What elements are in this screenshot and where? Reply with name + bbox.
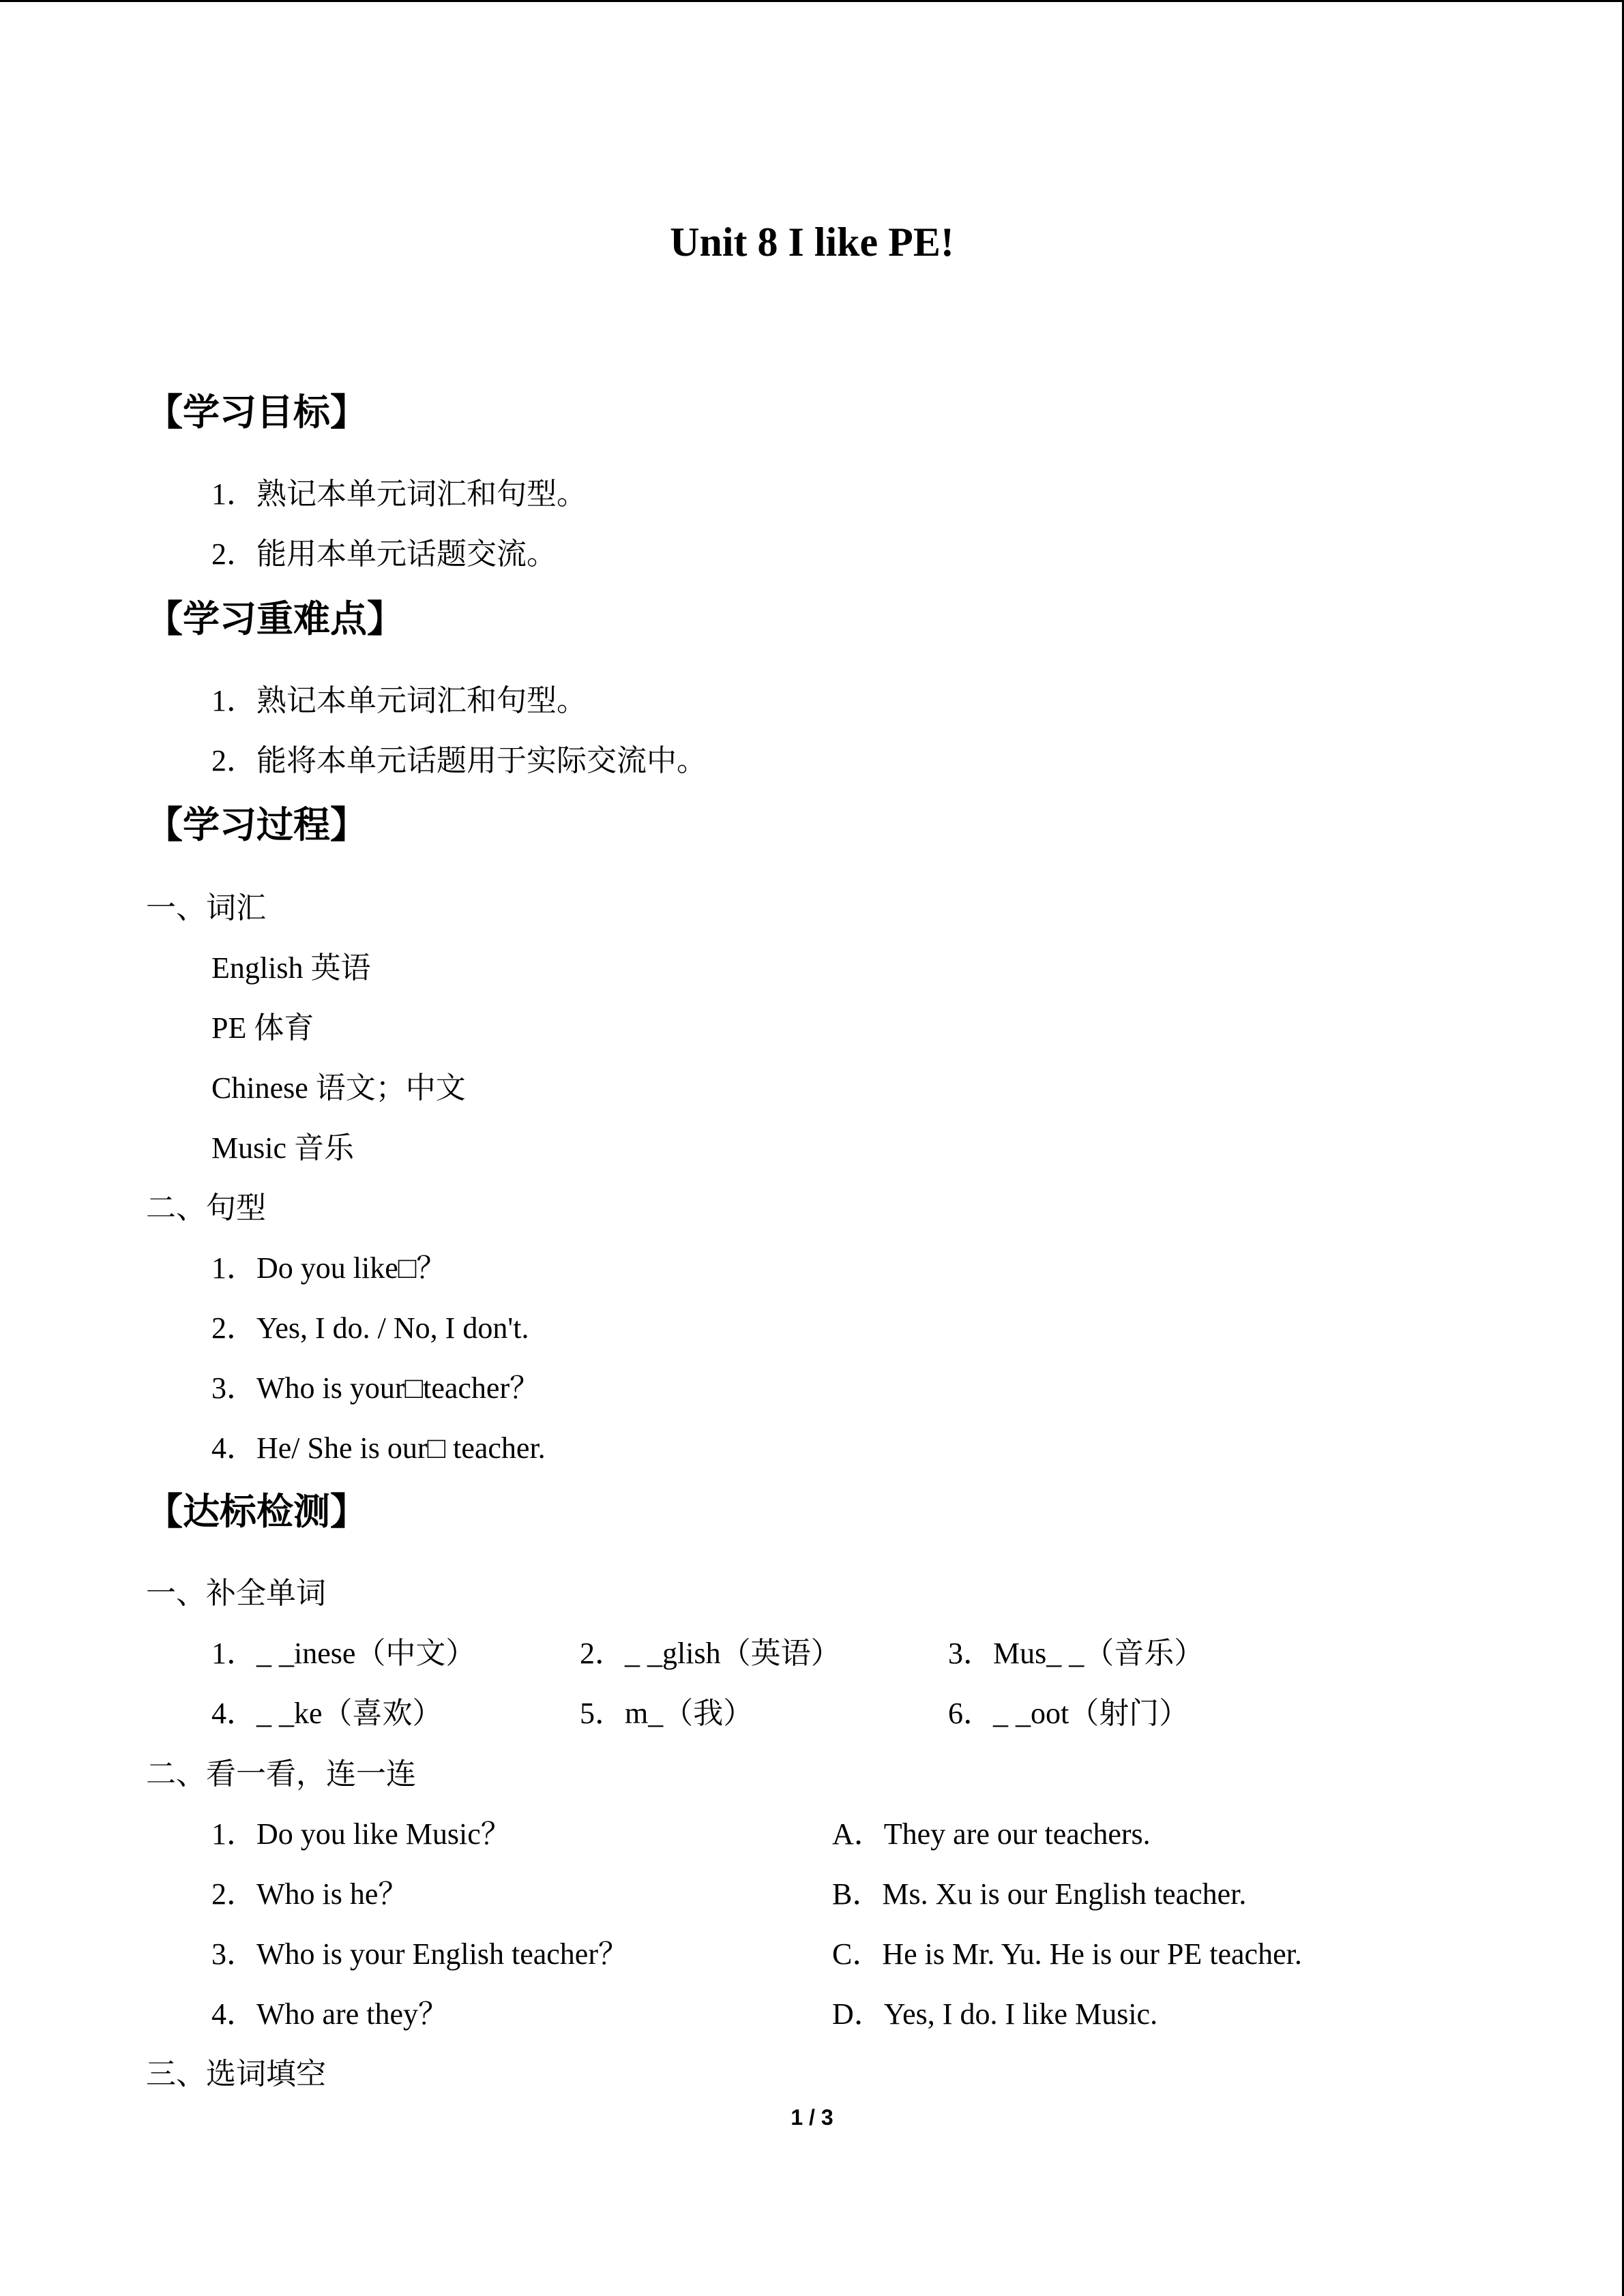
match-title: 二、看一看，连一连	[146, 1757, 416, 1791]
page-border-top	[0, 0, 1624, 2]
match-question: 3．Who is your English teacher？	[211, 1937, 628, 1971]
choose-title: 三、选词填空	[146, 2057, 326, 2091]
vocab-item: PE 体育	[211, 1011, 314, 1045]
heading-goals: 【学习目标】	[146, 391, 367, 434]
match-question: 4．Who are they？	[211, 1997, 448, 2031]
heading-test: 【达标检测】	[146, 1490, 367, 1533]
goal-item: 1．熟记本单元词汇和句型。	[211, 477, 587, 511]
fill-item: 2．_ _glish（英语）	[580, 1637, 841, 1670]
vocab-item: Chinese 语文；中文	[211, 1071, 466, 1105]
fill-item: 3．Mus_ _（音乐）	[948, 1637, 1205, 1670]
patterns-title: 二、句型	[146, 1191, 266, 1225]
vocab-item: English 英语	[211, 951, 371, 985]
fill-title: 一、补全单词	[146, 1577, 326, 1610]
keypoint-item: 2．能将本单元话题用于实际交流中。	[211, 744, 707, 777]
pattern-item: 1．Do you like□？	[211, 1251, 447, 1285]
pattern-item: 3．Who is your□teacher？	[211, 1371, 540, 1405]
fill-item: 6．_ _oot（射门）	[948, 1697, 1190, 1730]
pattern-item: 4．He/ She is our□ teacher.	[211, 1431, 546, 1465]
match-answer: A．They are our teachers.	[832, 1817, 1151, 1851]
match-question: 1．Do you like Music？	[211, 1817, 511, 1851]
pattern-item: 2．Yes, I do. / No, I don't.	[211, 1311, 529, 1345]
heading-process: 【学习过程】	[146, 803, 367, 846]
heading-keypoints: 【学习重难点】	[146, 597, 404, 640]
fill-item: 1．_ _inese（中文）	[211, 1637, 476, 1670]
match-answer: B．Ms. Xu is our English teacher.	[832, 1877, 1247, 1911]
vocab-title: 一、词汇	[146, 891, 266, 925]
vocab-item: Music 音乐	[211, 1131, 354, 1165]
page-number: 1 / 3	[791, 2105, 833, 2130]
fill-item: 5．m_（我）	[580, 1697, 754, 1730]
page-title: Unit 8 I like PE!	[670, 220, 954, 265]
match-question: 2．Who is he？	[211, 1877, 409, 1911]
fill-item: 4．_ _ke（喜欢）	[211, 1697, 443, 1730]
match-answer: D．Yes, I do. I like Music.	[832, 1997, 1158, 2031]
keypoint-item: 1．熟记本单元词汇和句型。	[211, 684, 587, 717]
goal-item: 2．能用本单元话题交流。	[211, 537, 557, 571]
match-answer: C．He is Mr. Yu. He is our PE teacher.	[832, 1937, 1302, 1971]
